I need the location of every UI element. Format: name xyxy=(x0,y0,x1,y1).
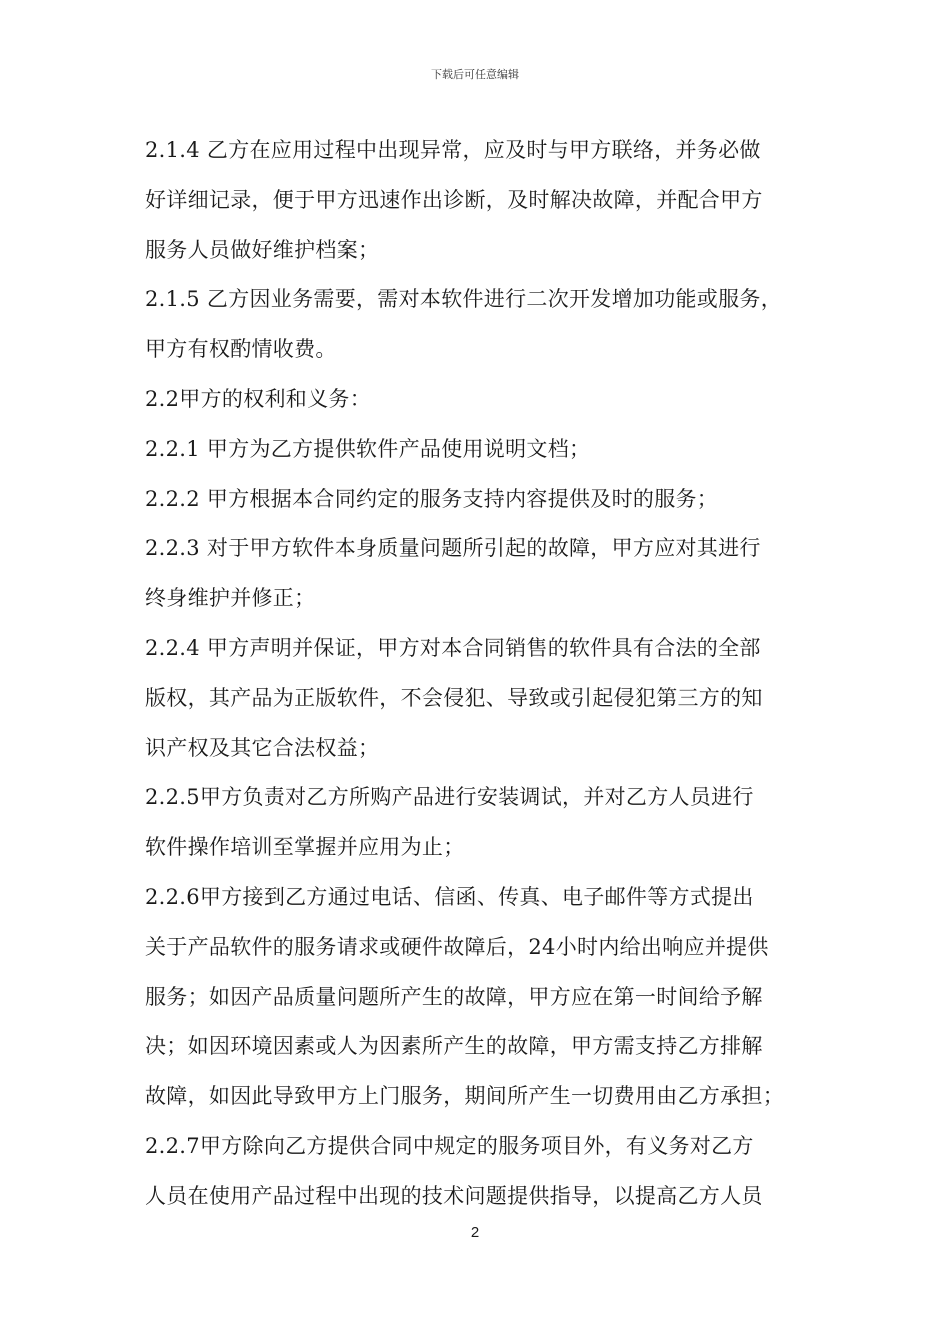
text-line: 2.2.7甲方除向乙方提供合同中规定的服务项目外，有义务对乙方 xyxy=(145,1133,754,1158)
text-line: 2.2.4 甲方声明并保证，甲方对本合同销售的软件具有合法的全部 xyxy=(145,635,761,660)
text-line: 版权，其产品为正版软件，不会侵犯、导致或引起侵犯第三方的知 xyxy=(145,685,763,710)
page-number: 2 xyxy=(470,1224,480,1241)
text-line: 2.2.5甲方负责对乙方所购产品进行安装调试，并对乙方人员进行 xyxy=(145,785,754,810)
text-line: 2.1.5 乙方因业务需要，需对本软件进行二次开发增加功能或服务， xyxy=(145,287,783,312)
document-body xyxy=(145,126,825,1222)
text-line: 好详细记录，便于甲方迅速作出诊断，及时解决故障，并配合甲方 xyxy=(145,187,763,212)
text-line: 2.2.2 甲方根据本合同约定的服务支持内容提供及时的服务； xyxy=(145,486,719,511)
text-line: 识产权及其它合法权益； xyxy=(145,735,380,760)
text-line: 服务；如因产品质量问题所产生的故障，甲方应在第一时间给予解 xyxy=(145,984,763,1009)
text-line: 2.2.6甲方接到乙方通过电话、信函、传真、电子邮件等方式提出 xyxy=(145,884,754,909)
text-line: 人员在使用产品过程中出现的技术问题提供指导，以提高乙方人员 xyxy=(145,1183,763,1208)
page-header: 下载后可任意编辑 xyxy=(431,68,519,81)
text-line: 决；如因环境因素或人为因素所产生的故障，甲方需支持乙方排解 xyxy=(145,1034,763,1059)
text-line: 2.2.3 对于甲方软件本身质量问题所引起的故障，甲方应对其进行 xyxy=(145,536,761,561)
text-line: 服务人员做好维护档案； xyxy=(145,237,380,262)
text-line: 2.1.4 乙方在应用过程中出现异常，应及时与甲方联络，并务必做 xyxy=(145,138,761,162)
section-heading: 2.2甲方的权利和义务： xyxy=(145,386,371,411)
text-line: 甲方有权酌情收费。 xyxy=(145,337,337,362)
text-line: 故障，如因此导致甲方上门服务，期间所产生一切费用由乙方承担； xyxy=(145,1084,784,1109)
text-line: 关于产品软件的服务请求或硬件故障后，24小时内给出响应并提供 xyxy=(145,934,769,959)
text-line: 2.2.1 甲方为乙方提供软件产品使用说明文档； xyxy=(145,436,591,461)
text-line: 终身维护并修正； xyxy=(145,586,316,611)
text-line: 软件操作培训至掌握并应用为止； xyxy=(145,835,465,860)
